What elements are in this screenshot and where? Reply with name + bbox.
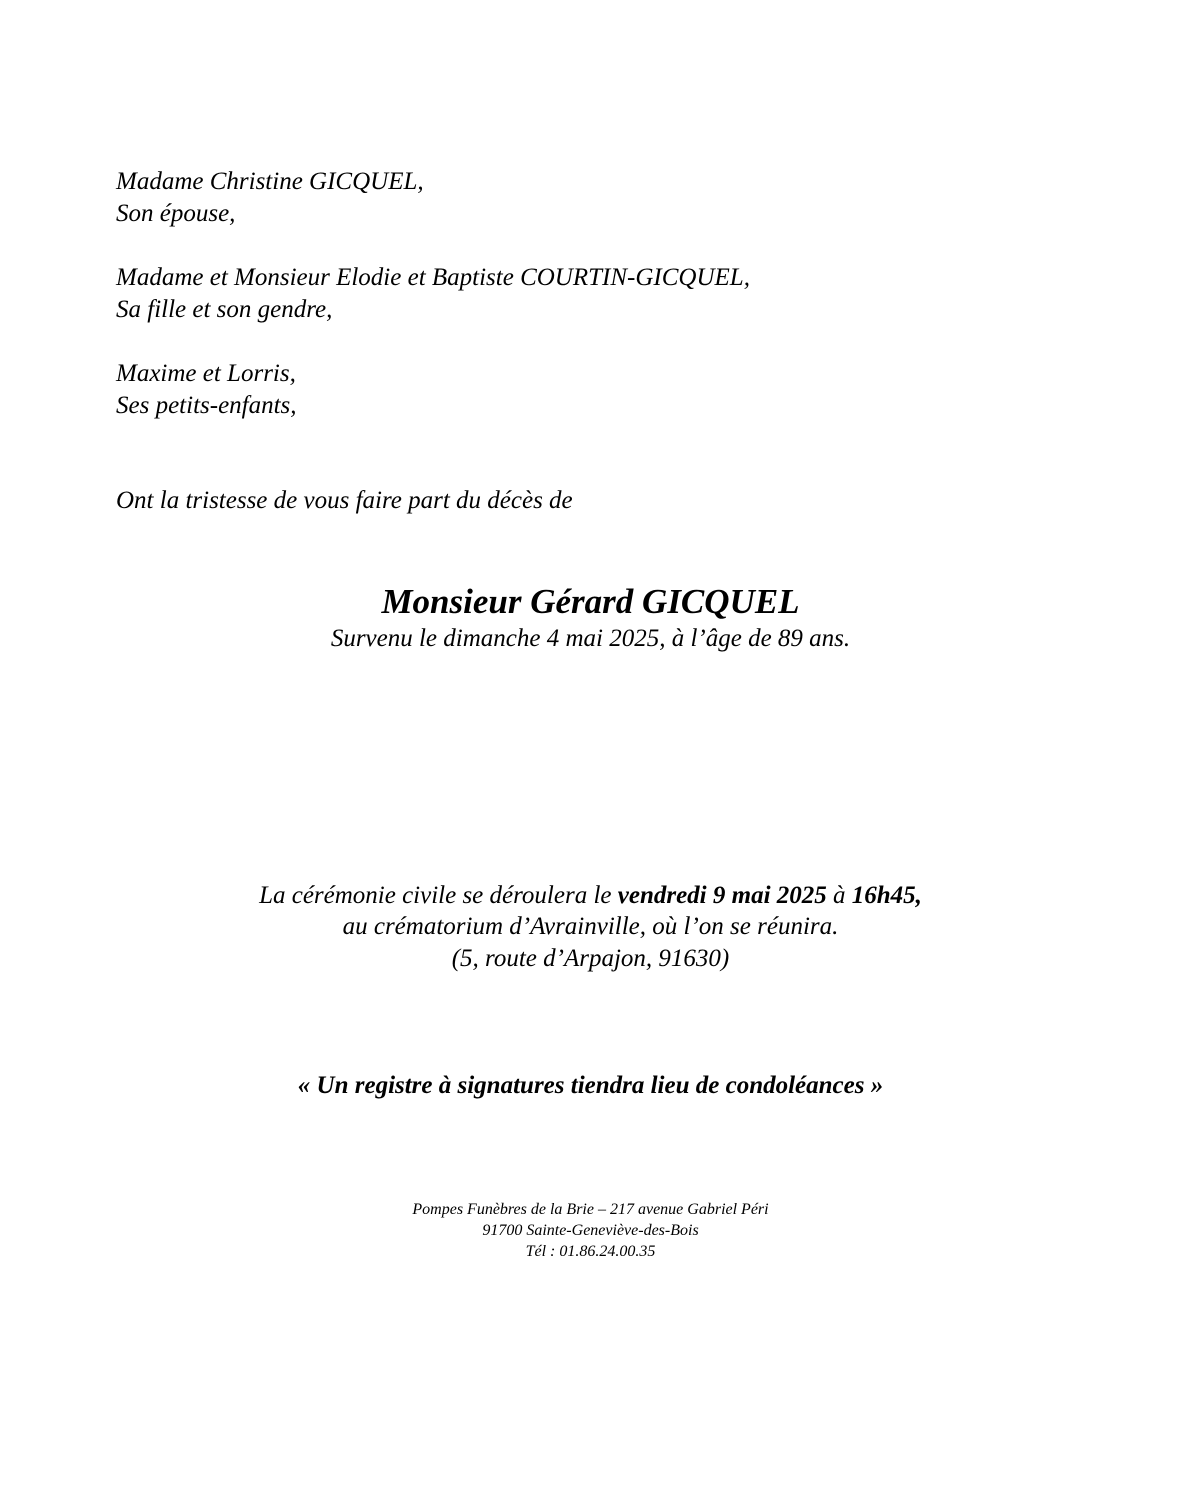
deceased-name: Monsieur Gérard GICQUEL (381, 582, 800, 621)
daughter-block (116, 262, 750, 326)
ceremony-address: (5, route d’Arpajon, 91630) (451, 945, 730, 972)
announcement-text: Ont la tristesse de vous faire part du décès de (116, 487, 573, 514)
ceremony-line (0, 880, 1181, 912)
announcement-block (116, 485, 573, 517)
grandchildren-block (116, 358, 297, 422)
grandchildren-relation: Ses petits-enfants, (116, 392, 297, 419)
daughter-name: Madame et Monsieur Elodie et Baptiste COURTIN-GICQUEL, (116, 264, 750, 291)
grandchildren-names: Maxime et Lorris, (116, 360, 296, 387)
footer-line-2: 91700 Sainte-Geneviève-des-Bois (482, 1222, 699, 1239)
spouse-block (116, 166, 424, 230)
ceremony-time: 16h45, (851, 882, 922, 909)
ceremony-place: au crématorium d’Avrainville, où l’on se réunira. (342, 913, 839, 940)
ceremony-intro: La cérémonie civile se déroulera le (259, 882, 618, 909)
spouse-name: Madame Christine GICQUEL, (116, 168, 424, 195)
footer-line-1: Pompes Funèbres de la Brie – 217 avenue Gabriel Péri (412, 1201, 769, 1218)
deceased-details: Survenu le dimanche 4 mai 2025, à l’âge de 89 ans. (330, 625, 851, 652)
spouse-relation: Son épouse, (116, 200, 236, 227)
ceremony-date: vendredi 9 mai 2025 (617, 882, 827, 909)
registry-note: « Un registre à signatures tiendra lieu de condoléances » (297, 1072, 884, 1099)
footer-phone: Tél : 01.86.24.00.35 (525, 1243, 656, 1260)
daughter-relation: Sa fille et son gendre, (116, 296, 333, 323)
ceremony-at: à (826, 882, 852, 909)
